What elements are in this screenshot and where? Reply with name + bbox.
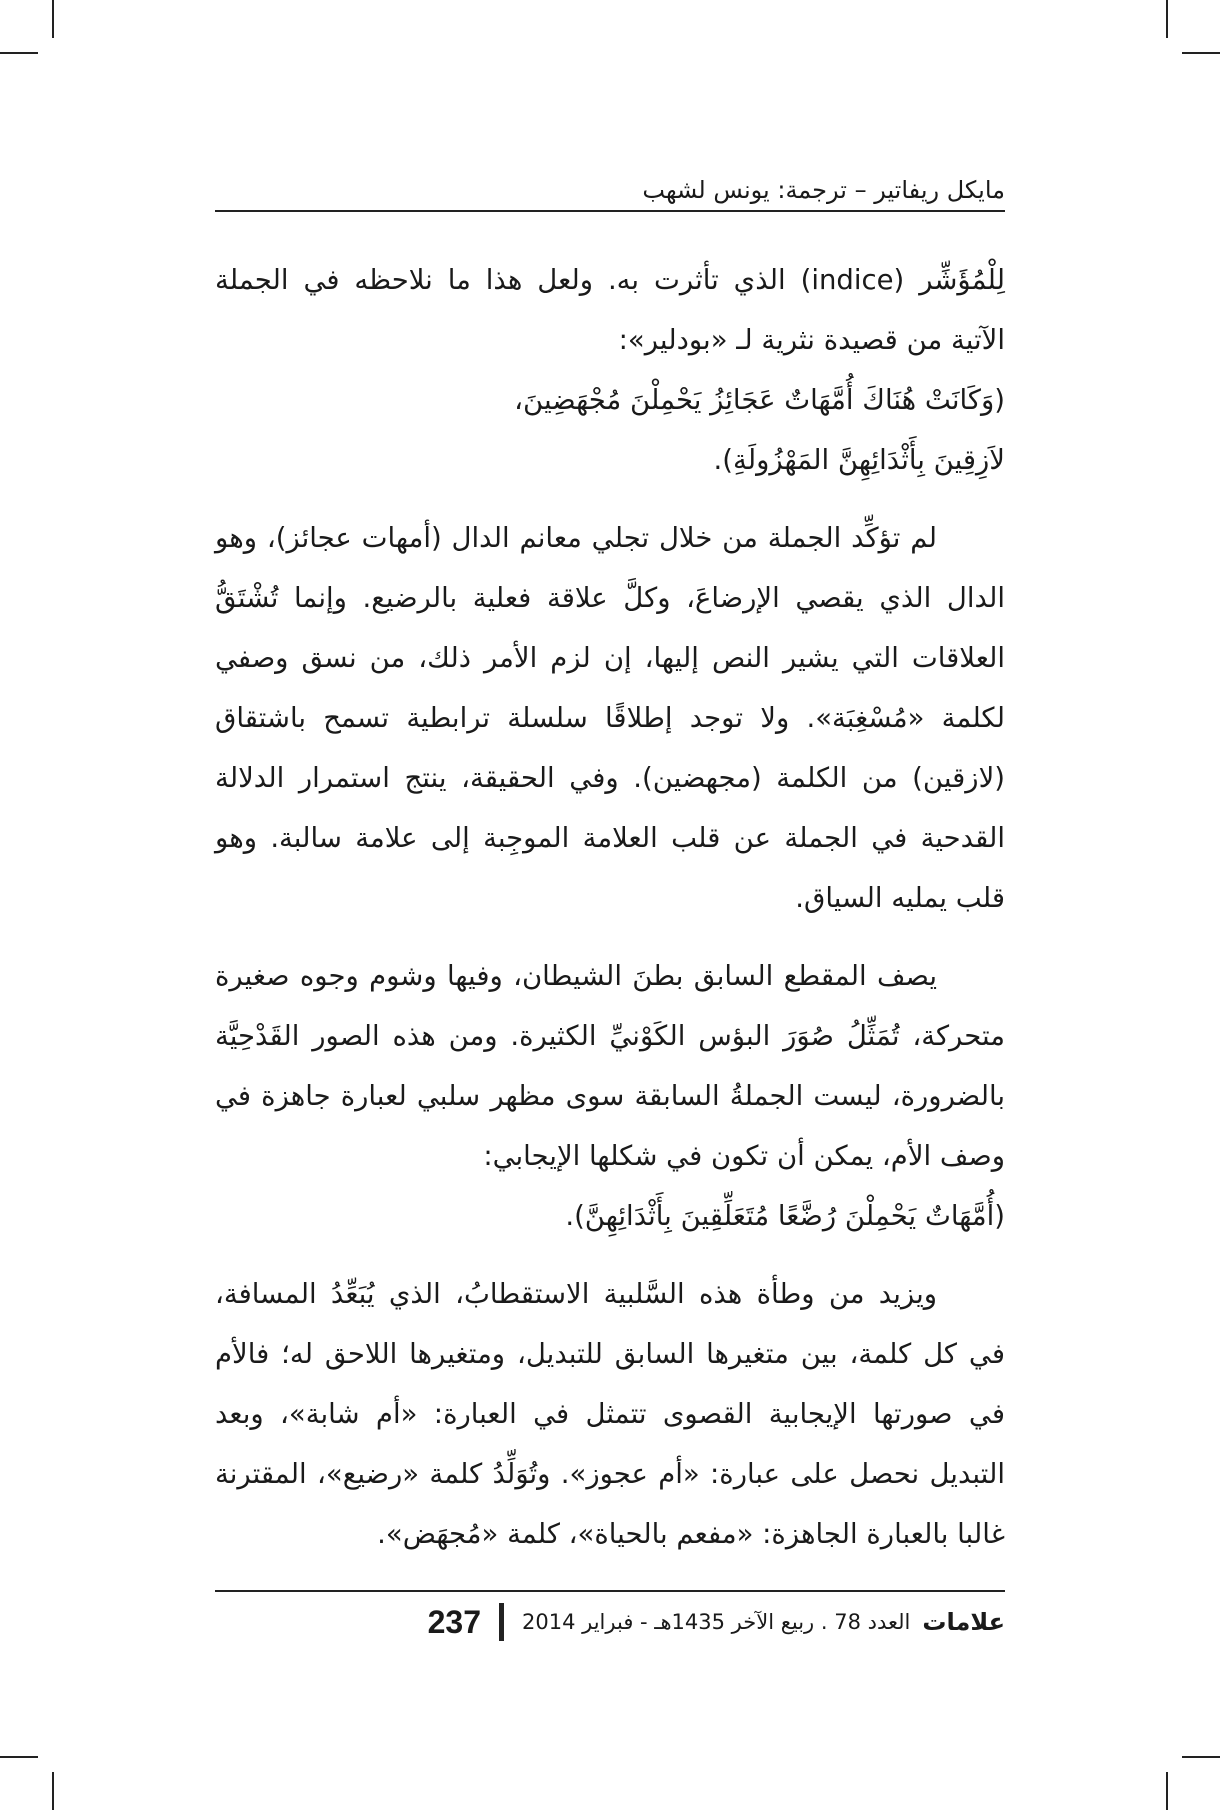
crop-mark bbox=[0, 52, 38, 54]
running-header bbox=[215, 170, 1005, 212]
paragraph-2: يصف المقطع السابق بطنَ الشيطان، وفيها وشوم وجوه صغيرة متحركة، تُمَثِّلُ صُوَرَ البؤس الكَوْنيِّ الكثيرة. ومن هذه الصور القَدْحِيَّة بالضرورة، ليست الجملةُ السابقة سوى مظهر سلبي لعبارة جاهزة في وصف الأم، يمكن أن تكون في شكلها الإيجابي: bbox=[215, 960, 1005, 1172]
quoted-verse-line-1: (وَكَانَتْ هُنَاكَ أُمَّهَاتٌ عَجَائِزُ يَحْمِلْنَ مُجْهَضِينَ، bbox=[514, 384, 1005, 416]
quoted-phrase: (أُمَّهَاتٌ يَحْمِلْنَ رُضَّعًا مُتَعَلِّقِينَ بِأَثْدَائِهِنَّ). bbox=[565, 1200, 1005, 1232]
page-footer bbox=[215, 1598, 1005, 1646]
article-body bbox=[215, 250, 1005, 1564]
paragraph-1: لم تؤكِّد الجملة من خلال تجلي معانم الدال (أمهات عجائز)، وهو الدال الذي يقصي الإرضاعَ، وكلَّ علاقة فعلية بالرضيع. وإنما تُشْتَقُّ العلاقات التي يشير النص إليها، إن لزم الأمر ذلك، من نسق وصفي لكلمة «مُسْغِبَة». ولا توجد إطلاقًا سلسلة ترابطية تسمح باشتقاق (لازقين) من الكلمة (مجهضين). وفي الحقيقة، ينتج استمرار الدلالة القدحية في الجملة عن قلب العلامة الموجِبة إلى علامة سالبة. وهو قلب يمليه السياق. bbox=[215, 522, 1005, 914]
author-translator-line: مايكل ريفاتير – ترجمة: يونس لشهب bbox=[642, 176, 1005, 204]
crop-mark bbox=[52, 0, 54, 38]
crop-mark bbox=[1166, 1772, 1168, 1810]
page-number: 237 bbox=[427, 1603, 481, 1640]
footer-separator bbox=[499, 1603, 504, 1641]
footer-rule bbox=[215, 1590, 1005, 1592]
crop-mark bbox=[1166, 0, 1168, 38]
issue-info: العدد 78 . ربيع الآخر 1435هـ - فبراير 2014 bbox=[522, 1610, 911, 1634]
crop-mark bbox=[0, 1756, 38, 1758]
journal-logo: علامات bbox=[922, 1608, 1005, 1636]
crop-mark bbox=[1182, 1756, 1220, 1758]
crop-mark bbox=[52, 1772, 54, 1810]
crop-mark bbox=[1182, 52, 1220, 54]
paragraph-3: ويزيد من وطأة هذه السَّلبية الاستقطابُ، الذي يُبَعِّدُ المسافة، في كل كلمة، بين متغيرها السابق للتبديل، ومتغيرها اللاحق له؛ فالأم في صورتها الإيجابية القصوى تتمثل في العبارة: «أم شابة»، وبعد التبديل نحصل على عبارة: «أم عجوز». وتُوَلِّدُ كلمة «رضيع»، المقترنة غالبا بالعبارة الجاهزة: «مفعم بالحياة»، كلمة «مُجهَض». bbox=[215, 1278, 1005, 1550]
intro-paragraph: لِلْمُؤَشِّر (indice) الذي تأثرت به. ولعل هذا ما نلاحظه في الجملة الآتية من قصيدة نثرية لـ «بودلير»: bbox=[215, 264, 1006, 356]
quoted-verse-line-2: لاَزِقِينَ بِأَثْدَائِهِنَّ المَهْزُولَةِ). bbox=[713, 444, 1005, 476]
